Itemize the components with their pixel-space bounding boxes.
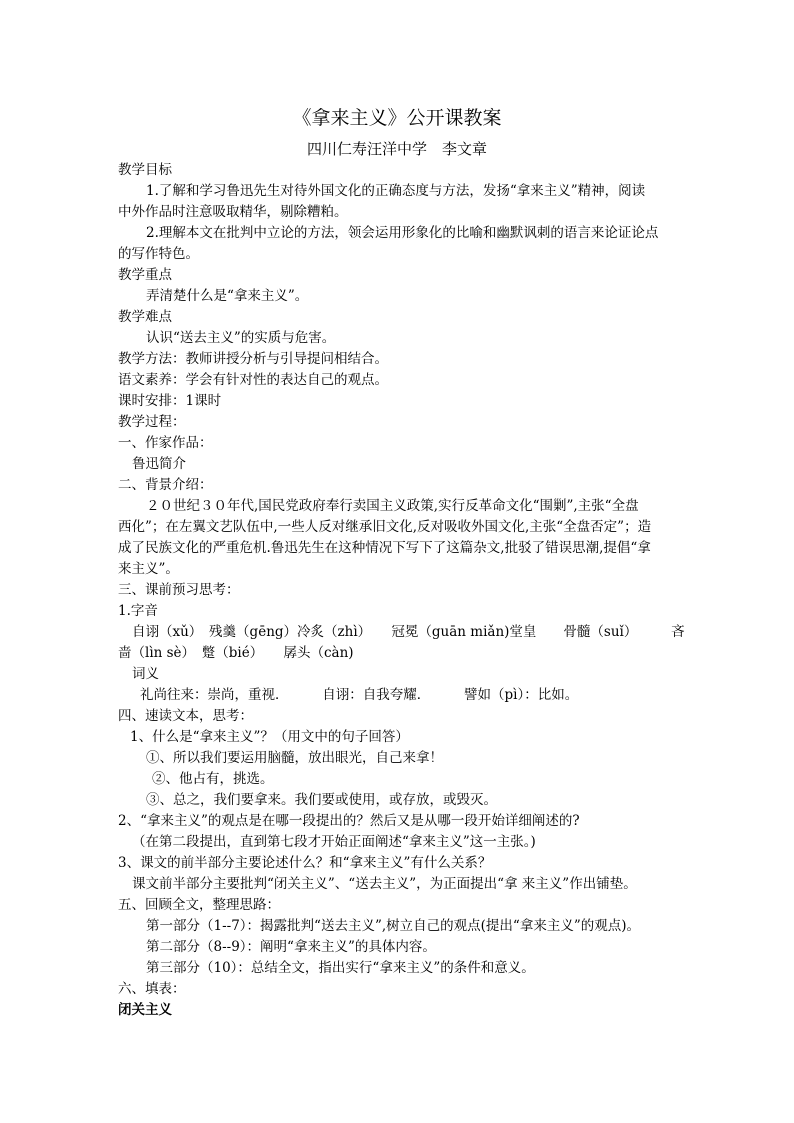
question-2: 2、“拿来主义”的观点是在哪一段提出的？然后又是从哪一段开始详细阐述的?	[118, 813, 580, 829]
vocabulary-heading: 词义	[132, 666, 159, 682]
section-2-heading: 二、背景介绍：	[118, 477, 213, 493]
heading-process: 教学过程：	[118, 414, 186, 430]
schedule: 课时安排：1课时	[118, 393, 222, 409]
heading-goals: 教学目标	[118, 162, 172, 178]
pronunciation-line2: 啬（lìn sè） 蹩（bié） 孱头（càn)	[118, 645, 354, 661]
heading-difficulty: 教学难点	[118, 309, 172, 325]
part-3: 第三部分（10）：总结全文，指出实行“拿来主义”的条件和意义。	[146, 960, 535, 976]
author-intro: 鲁迅简介	[132, 456, 186, 472]
goal-2-line2: 的写作特色。	[118, 246, 199, 262]
section-3-heading: 三、课前预习思考：	[118, 582, 240, 598]
background-line3: 成了民族文化的严重危机.鲁迅先生在这种情况下写下了这篇杂文,批驳了错误思潮,提倡“拿	[118, 540, 651, 556]
teaching-method: 教学方法：教师讲授分析与引导提问相结合。	[118, 351, 388, 367]
section-5-heading: 五、回顾全文，整理思路：	[118, 897, 280, 913]
heading-key-points: 教学重点	[118, 267, 172, 283]
pronunciation-heading: 1.字音	[118, 603, 158, 619]
difficulty-text: 认识“送去主义”的实质与危害。	[146, 330, 336, 346]
table-label-isolationism: 闭关主义	[118, 1002, 172, 1018]
background-line4: 来主义”。	[118, 561, 179, 577]
question-1: 1、什么是“拿来主义”？（用文中的句子回答）	[130, 729, 409, 745]
vocabulary-line: 礼尚往来：崇尚，重视． 自诩：自我夸耀． 譬如（pì）：比如。	[140, 687, 579, 703]
background-line2: 西化”；在左翼文艺队伍中,一些人反对继承旧文化,反对吸收外国文化,主张“全盘否定”；造	[118, 519, 652, 535]
key-point-text: 弄清楚什么是“拿来主义”。	[146, 288, 309, 304]
section-1-heading: 一、作家作品：	[118, 435, 213, 451]
question-3: 3、课文的前半部分主要论述什么？和“拿来主义”有什么关系？	[118, 855, 492, 871]
document-title: 《拿来主义》公开课教案	[292, 107, 502, 129]
part-2: 第二部分（8--9）：阐明“拿来主义”的具体内容。	[146, 939, 436, 955]
pronunciation-line1: 自诩（xǔ） 残羹（gēng）冷炙（zhì） 冠冕（guān miǎn)堂皇 骨髓（suǐ） 吝	[132, 624, 685, 640]
section-6-heading: 六、填表：	[118, 981, 186, 997]
literacy: 语文素养：学会有针对性的表达自己的观点。	[118, 372, 388, 388]
answer-1a: ①、所以我们要运用脑髓，放出眼光，自己来拿！	[146, 750, 443, 766]
answer-2: （在第二段提出，直到第七段才开始正面阐述“拿来主义”这一主张。)	[132, 834, 536, 850]
section-4-heading: 四、速读文本，思考：	[118, 708, 253, 724]
document-author: 四川仁寿汪洋中学 李文章	[306, 140, 487, 158]
answer-1b: ②、他占有，挑选。	[152, 771, 274, 787]
answer-3: 课文前半部分主要批判“闭关主义”、“送去主义”，为正面提出“拿 来主义”作出铺垫。	[132, 876, 637, 892]
goal-1-line1: 1.了解和学习鲁迅先生对待外国文化的正确态度与方法，发扬“拿来主义”精神，阅读	[146, 183, 646, 199]
background-line1: ２０世纪３０年代,国民党政府奉行卖国主义政策,实行反革命文化“围剿”,主张“全盘	[146, 498, 639, 514]
goal-1-line2: 中外作品时注意吸取精华，剔除糟粕。	[118, 204, 348, 220]
goal-2-line1: 2.理解本文在批判中立论的方法，领会运用形象化的比喻和幽默讽刺的语言来论证论点	[146, 225, 659, 241]
part-1: 第一部分（1--7）：揭露批判“送去主义”,树立自己的观点(提出“拿来主义”的观点)。	[146, 918, 640, 934]
answer-1c: ③、总之，我们要拿来。我们要或使用，或存放，或毁灭。	[146, 792, 497, 808]
